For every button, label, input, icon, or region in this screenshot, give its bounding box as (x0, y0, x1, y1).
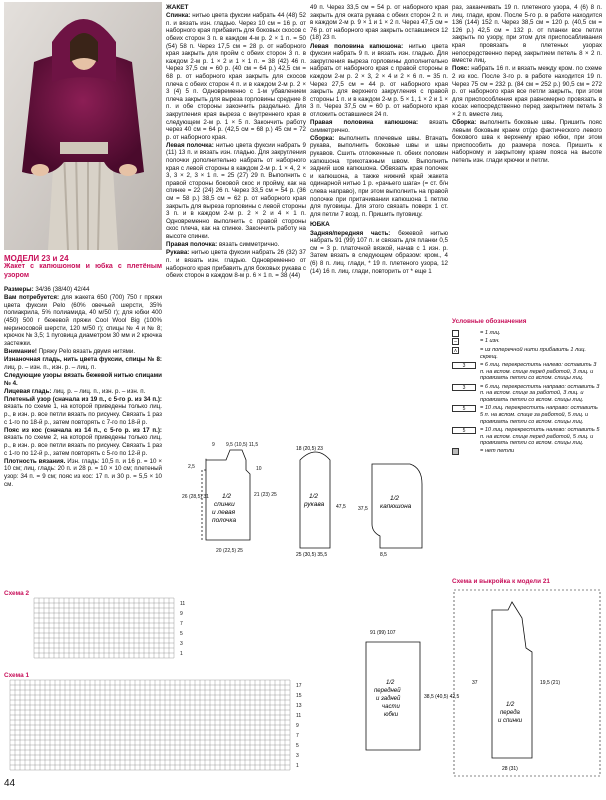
legend-item (452, 427, 602, 447)
row-number: 1 (296, 763, 299, 769)
skirt-pattern (340, 624, 460, 764)
sleeves-label: Рукава: (166, 249, 190, 257)
back-dim-side1: 2,5 (188, 464, 195, 470)
pattern-5-label: Пояс из кос (сначала из 14 п., с 5-го р. из 17 п.): (4, 426, 162, 434)
legend-title: Условные обозначения (452, 318, 527, 325)
jacket-patterns (166, 440, 448, 560)
legend-symbol (452, 448, 459, 455)
back-label-line3: и левая (212, 509, 236, 516)
model-title: МОДЕЛИ 23 и 24 (4, 254, 69, 263)
page-number: 44 (4, 778, 16, 789)
legend-item (452, 362, 602, 382)
row-number: 11 (180, 601, 186, 607)
back-dim-h2: 10 (256, 466, 262, 472)
back-dim-top2: 9,5 (10,5) 11,5 (226, 442, 259, 448)
pattern-6-text: Изн. гладь: 10,5 п. и 16 р. = 10 × 10 см; лиц. гладь: 20 п. и 28 р. = 10 × 10 см; плетеный узор: 34 п. = 9 см; пояс из кос: 17 п. и 30 р. = 5,5 × 10 см. (4, 457, 162, 488)
legend-item (452, 384, 602, 404)
attention-label: Внимание! (4, 347, 37, 355)
right-front-text: вязать симметрично. (218, 241, 280, 249)
legend-symbol: ʌ (452, 347, 459, 354)
attention-text: Пряжу Pelo вязать двумя нитями. (38, 347, 136, 355)
sleeves-text: нитью цвета фуксии набрать 26 (32) 37 п. и вязать изн. гладью. Одновременно от наборного края прибавить для боковых рукава с обеих сторон в каждом 8-м р. 6 × 1 п. = 38 (44) (166, 249, 306, 280)
hood-dim-width: 8,5 (380, 552, 387, 558)
left-front-text: нитью цвета фуксии набрать 9 (11) 13 п. и вязать изн. гладью. Для закругления полочки дополнительно набрать от наборного края с левой стороны в каждом 2-м р. 1 × 4, 2 × 3, 3 × 2, 3 × 1 п. = 25 (27) 29 п. Выполнить с правой стороны боковой скос и пройму, как на спинке = 22 (24) 26 п. Через 33,5 см = 54 р. (36 см = 58 р.) 38,5 см = 62 р. от наборного края закрыть для выреза горловины с левой стороны 3 п. и в каждом 2-м р. 2 × 2 и 4 × 1 п. Одновременно выполнить с правой стороны скос плеча, как на спинке. Закончить работу на высоте спинки. (166, 141, 306, 240)
right-front-label: Правая полочка: (166, 241, 218, 249)
pattern-1-label: Изнаночная гладь, нить цвета фуксии, спицы № 8: (4, 356, 162, 364)
row-number: 1 (180, 651, 183, 657)
legend-item (452, 347, 602, 360)
scheme-2-grid (4, 598, 204, 662)
legend-text: = из поперечной нити прибавить 1 лиц. скрещ. (480, 347, 587, 360)
sleeve-dim-height: 47,5 (336, 504, 346, 510)
sleeve-pattern-shape (300, 452, 330, 548)
sleeve-dim-top: 18 (20,5) 23 (296, 446, 323, 452)
back-label: Спинка: (166, 12, 191, 20)
legend-text: = 1 лиц. (480, 329, 501, 336)
assembly-text: выполнить плечевые швы. Втачать рукава, выполнить боковые швы и швы рукавов. Сшить отложенные п. обеих половин капюшона трикотажным швом. Выполнить задний шов капюшона. Обвязать края полочек и капюшона, а также нижний край жакета одинарной нитью 1 р. «рачьего шага» (= ст. б/н слева направо), при этом выполнить на правой полочке при притачивании капюшона 1 петлю для пуговицы. Для этого связать поверх 1 ст. для петли 7 возд. п. Пришить пуговицу. (310, 134, 448, 218)
model-photo-illustration (4, 2, 162, 250)
scheme-1-title: Схема 1 (4, 672, 30, 679)
back-label-line4: полочка (212, 517, 237, 524)
sizes-value: 34/36 (38/40) 42/44 (35, 286, 90, 293)
legend-symbol: 3 (452, 384, 476, 391)
legend-item (452, 330, 602, 337)
hood-dim-height: 37,5 (358, 506, 368, 512)
back-dim-w2: 20 (22,5) 25 (216, 548, 243, 554)
row-number: 3 (180, 641, 183, 647)
row-number: 13 (296, 703, 302, 709)
legend-text: = 1 изн. (480, 338, 500, 345)
skirt-dim-top: 91 (99) 107 (370, 630, 396, 636)
model-21-pattern (452, 588, 602, 778)
pattern-1-text: лиц. р. – изн. п., изн. р. – лиц. п. (4, 363, 97, 371)
row-number: 5 (296, 743, 299, 749)
row-number: 5 (180, 631, 183, 637)
skirt-label: Задняя/передняя часть: (310, 229, 391, 237)
hood-left-label: Левая половина капюшона: (310, 42, 404, 50)
hood-right-text: вязать симметрично. (310, 119, 448, 134)
assembly-label: Сборка: (310, 134, 335, 142)
column-1 (4, 254, 162, 584)
back-dim-top1: 9 (212, 442, 215, 448)
sleeves-continued: 49 п. Через 33,5 см = 54 р. от наборного края закрыть для оката рукава с обеих сторон 2 п. и в каждом 2-м р. 9 × 1 и 1 × 2 п. Через 47,5 см = 76 р. от наборного края закрыть оставшиеся 12 (18) 23 п. (310, 4, 448, 42)
legend-symbol: – (452, 338, 459, 345)
back-label-line2: спинки (214, 501, 235, 508)
m21-dim-bottom: 28 (31) (502, 766, 518, 772)
pattern-5-text: вязать по схеме 2, на которой приведены только лиц. р., в изн. р. все петли вязать по рисунку. Связать 1 раз с 1-го по 12-й р., затем повторять с 5-го по 12-й р. (4, 434, 162, 457)
scheme-2-title: Схема 2 (4, 590, 30, 597)
legend-symbol (452, 330, 459, 337)
sleeve-pattern-label: 1/2 рукава (304, 493, 325, 508)
back-dim-side2: 26 (28,5) 31 (182, 494, 209, 500)
jacket-heading: ЖАКЕТ (166, 4, 189, 11)
column-3 (310, 4, 448, 430)
legend-text: = 6 лиц. перекрестить направо: оставить 3 п. на вспом. спице за работой, 3 лиц. и провязать петли со вспом. спицы лиц. (480, 383, 600, 403)
hood-right-label: Правая половина капюшона: (310, 119, 419, 127)
row-number: 17 (296, 683, 302, 689)
hood-pattern-label: 1/2 капюшона (380, 495, 412, 510)
row-number: 15 (296, 693, 302, 699)
back-dim-h3: 21 (23) 25 (254, 492, 277, 498)
legend-item (452, 448, 602, 455)
row-number: 7 (296, 733, 299, 739)
legend-items (452, 330, 602, 456)
column-4 (452, 4, 602, 314)
legend-text: = 10 лиц. перекрестить направо: оставить 5 п. на вспом. спице за работой, 5 лиц. и провязать петли со вспом. спицы лиц. (480, 405, 598, 425)
sleeve-dim-bottom: 25 (30,5) 35,5 (296, 552, 328, 558)
left-front-label: Левая полочка: (166, 141, 214, 149)
row-number: 7 (180, 621, 183, 627)
m21-dim-height: 37 (472, 680, 478, 686)
skirt-assembly-label: Сборка: (452, 119, 477, 127)
row-number: 11 (296, 713, 302, 719)
column-2 (166, 4, 306, 430)
skirt-heading: ЮБКА (310, 221, 330, 229)
skirt-dim-height: 38,5 (40,5) 42,5 (424, 694, 460, 700)
skirt-text: бежевой нитью набрать 91 (99) 107 п. и связать для планки 0,5 см = 3 р. платочной вязкой, начав с 1 изн. р. Затем вязать в следующем образом: кром., 4 (6) 8 п. лиц. глади, * 19 п. плетеного узора, 12 (14) 16 п. лиц. глади, повторить от * еще 1 (310, 229, 448, 275)
back-label-line1: 1/2 (222, 493, 232, 500)
hood-left-text: нитью цвета фуксии набрать 9 п. и вязать изн. гладью. Для закругления выреза горловины дополнительно набрать от наборного края с правой стороны в каждом 2-м р. 2 × 3, 2 × 4 и 2 × 6 п. = 35 п. Через 27,5 см = 44 р. от наборного края закрыть для верхнего закругления с правой стороны 1 п. и в каждом 2-м р. 5 × 1, 1 × 2 и 1 × 3 п. Через 37,5 см = 60 р. от наборного края отложить оставшиеся 24 п. (310, 42, 448, 118)
skirt-pattern-label: 1/2 передней и задней части юбки (374, 680, 401, 718)
belt-text: набрать 16 п. и вязать между кром. по схеме 2 из кос. После 3-го р. в работе находится 19 п. Через 75 см = 232 р. (84 см = 252 р.) 90,5 см = 272 р. от наборного края все петли закрыть, при этом для приспособления края равномерно провязать в косах непосредственно перед закрытием петель 3 × 2 п. вместе лиц. (452, 65, 602, 118)
belt-label: Пояс: (452, 65, 470, 73)
legend-symbol: 3 (452, 362, 476, 369)
pattern-2-label: Следующие узоры вязать бежевой нитью спицами № 4. (4, 371, 162, 387)
pattern-4-text: вязать по схеме 1, на которой приведены только лиц. р., в изн. р. все петли вязать по рисунку. Связать 1 раз с 1-го по 18-й р., затем повторять с 7-го по 18-й р. (4, 403, 162, 426)
legend (452, 319, 602, 457)
row-number: 9 (180, 611, 183, 617)
scheme-1-grid (4, 680, 344, 776)
skirt-assembly-text: выполнить боковые швы. Пришить пояс левым боковым краем от/до фактического левого бокового шва к верхнему краю юбки, при этом приспособить до размера пояса. Пришить к наборному и закрытому краям пояса на высоте петель изн. глади крючки и петли. (452, 119, 602, 165)
legend-text: = 6 лиц. перекрестить налево: оставить 3 п. на вспом. спице перед работой, 3 лиц. и провязать петли со вспом. спицы лиц. (480, 362, 597, 382)
model-photo (4, 2, 162, 250)
legend-item (452, 405, 602, 425)
pattern-6-label: Плотность вязания. (4, 457, 66, 465)
m21-pattern-label: 1/2 переда и спинки (498, 702, 523, 724)
pattern-3-label: Лицевая гладь: (4, 387, 52, 395)
skirt-continued: раз, заканчивать 19 п. плетеного узора, 4 (6) 8 п. лиц. глади, кром. После 5-го р. в работе находится 136 (144) 152 п. Через 38,5 см = 120 р. (40,5 см = 126 р.) 42,5 см = 132 р. от планки все петли закрыть по узору, при этом для приспосабливания края провязать в плетеных узорах непосредственно перед закрытием петель 8 × 2 п. вместе лиц. (452, 4, 602, 65)
pattern-4-label: Плетеный узор (сначала из 19 п., с 5-го р. из 34 п.): (4, 395, 162, 403)
need-text: для жакета 650 (700) 750 г пряжи цвета фуксии Pelo (60% овечьей шерсти, 35% полиакрила, 5% полиамида, 40 м/50 г); для юбки 400 (450) 500 г бежевой пряжи Cool Wool Big (100% мериносовой шерсти, 120 м/50 г); спицы № 4 и № 8; крючок № 3,5; 1 пуговица диаметром 30 мм и 2 крючка застежки. (4, 294, 162, 347)
legend-symbol: 5 (452, 405, 476, 412)
legend-text: = нет петли (480, 448, 515, 455)
scheme-21-title: Схема и выкройка к модели 21 (452, 578, 550, 585)
row-number: 9 (296, 723, 299, 729)
back-pattern-label (212, 493, 237, 524)
sizes-label: Размеры: (4, 286, 34, 293)
back-text: нитью цвета фуксии набрать 44 (48) 52 п. и вязать изн. гладью. Через 10 см = 16 р. от наборного края прибавить для боковых скосов с обеих сторон 3 п. в каждом 4-м р. 2 × 1 п. = 50 (54) 58 п. Через 17,5 см = 28 р. от наборного края закрыть для пройм с обеих сторон 3 п. в каждом 2-м р. 1 × 2 и 1 × 1 п. = 38 (42) 46 п. Через 37,5 см = 60 р. (40 см = 64 р.) 42,5 см = 68 р. от наборного края закрыть для скосов плеча с обеих сторон 4 п. и в каждом 2-м р. 2 × 3 (4) 5 п. Одновременно с 1-м убавлением плеча закрыть для выреза горловины средние 8 п. и обе стороны закончить раздельно. Для закругления края выреза с внутреннего края в следующем 2-м р. 1 × 5 п. Закончить работу через 40 см = 64 р. (42,5 см = 68 р.) 45 см = 72 р. от наборного края. (166, 12, 306, 141)
model-subtitle: Жакет с капюшоном и юбка с плетёным узором (4, 263, 162, 279)
legend-text: = 10 лиц. перекрестить налево: оставить 5 п. на вспом. спице перед работой, 5 лиц. и провязать петли со вспом. спицы лиц. (480, 426, 600, 447)
legend-symbol: 5 (452, 427, 476, 434)
row-number: 3 (296, 753, 299, 759)
m21-dim-side: 19,5 (21) (540, 680, 561, 686)
need-label: Вам потребуется: (4, 294, 60, 302)
legend-item (452, 338, 602, 345)
pattern-3-text: лиц. р. – лиц. п., изн. р. – изн. п. (53, 387, 146, 395)
